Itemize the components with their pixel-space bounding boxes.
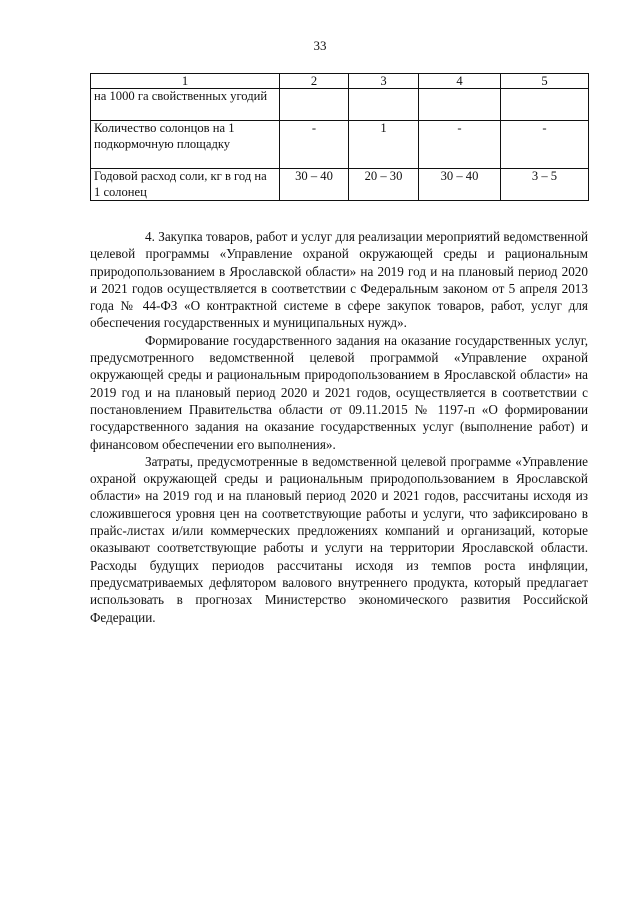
table-cell: -: [419, 121, 501, 169]
table-cell: 20 – 30: [349, 169, 419, 201]
table-cell: 3 – 5: [501, 169, 589, 201]
table-header-cell: 4: [419, 74, 501, 89]
table-cell: 1: [349, 121, 419, 169]
table-header-cell: 2: [280, 74, 349, 89]
table-row: [91, 89, 589, 121]
table-cell: [349, 89, 419, 121]
table-header-row: [91, 74, 589, 89]
table-cell: -: [280, 121, 349, 169]
table-header-cell: 5: [501, 74, 589, 89]
table-cell: [501, 89, 589, 121]
table-cell: [419, 89, 501, 121]
table-cell: 30 – 40: [280, 169, 349, 201]
row-label: Годовой расход соли, кг в год на 1 солонец: [91, 169, 280, 201]
page-number: 33: [313, 38, 327, 53]
row-label: Количество солонцов на 1 подкормочную площадку: [91, 121, 280, 169]
paragraph-procurement: 4. Закупка товаров, работ и услуг для реализации мероприятий ведомственной целевой программы «Управление охраной окружающей среды и рациональным природопользованием в Ярославской области» на 2019 год и на плановый период 2020 и 2021 годов осуществляется в соответствии с Федеральным законом от 5 апреля 2013 года № 44-ФЗ «О контрактной системе в сфере закупок товаров, работ, услуг для обеспечения государственных и муниципальных нужд».: [90, 229, 588, 331]
paragraph-state-assignment: Формирование государственного задания на оказание государственных услуг, предусмотренного ведомственной целевой программой «Управление охраной окружающей среды и рациональным природопользованием в Ярославской области» на 2019 год и на плановый период 2020 и 2021 годов, осуществляется в соответствии с постановлением Правительства области от 09.11.2015 № 1197-п «О формировании государственного задания на оказание государственных услуг (выполнение работ) и финансовом обеспечении его выполнения».: [90, 332, 588, 452]
table-header-cell: 3: [349, 74, 419, 89]
paragraph-costs: Затраты, предусмотренные в ведомственной целевой программе «Управление охраной окружающей среды и рациональным природопользованием в Ярославской области» на 2019 год и на плановый период 2020 и 2021 годов, рассчитаны исходя из сложившегося уровня цен на соответствующие работы и услуги, что зафиксировано в прайс-листах и/или коммерческих предложениях компаний и организаций, которые оказывают соответствующие работы и услуги на территории Ярославской области. Расходы будущих периодов рассчитаны исходя из темпов роста инфляции, предусматриваемых дефлятором валового внутреннего продукта, который предлагает использовать в прогнозах Министерство экономического развития Российской Федерации.: [90, 453, 588, 625]
table-cell: 30 – 40: [419, 169, 501, 201]
table-cell: -: [501, 121, 589, 169]
body-text: [90, 228, 588, 626]
row-label: на 1000 га свойственных угодий: [91, 89, 280, 121]
data-table: [90, 73, 589, 201]
table-header-cell: 1: [91, 74, 280, 89]
table-cell: [280, 89, 349, 121]
table-row: [91, 121, 589, 169]
table-row: [91, 169, 589, 201]
